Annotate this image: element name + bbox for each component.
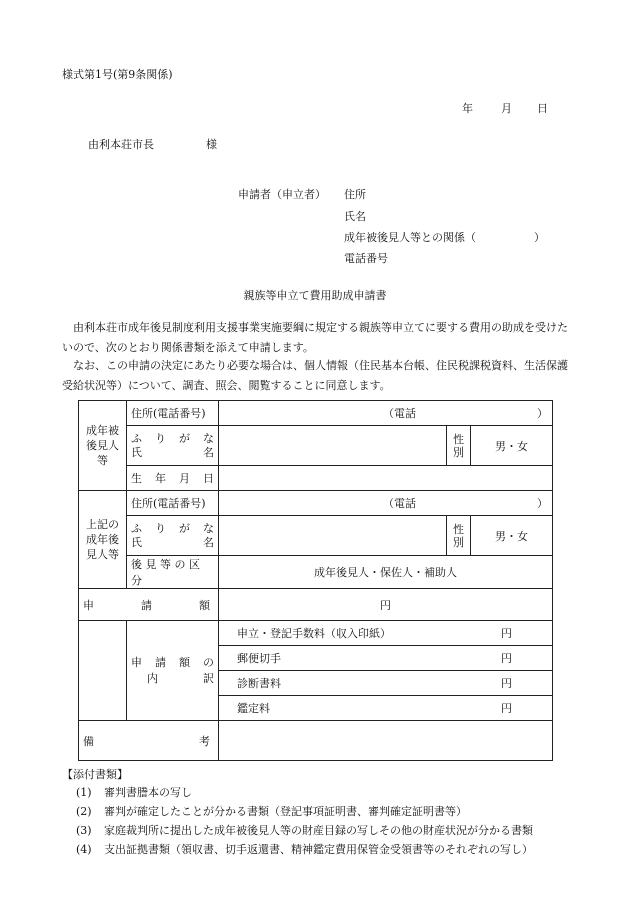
ward-phone-open: （電話 [383, 407, 416, 420]
ward-address-field[interactable] [219, 401, 553, 426]
breakdown-spacer [79, 621, 127, 721]
ward-name-field[interactable] [219, 426, 447, 466]
breakdown-item[interactable]: 診断書料 円 [219, 671, 553, 696]
guardian-sex-label: 性 別 [447, 516, 471, 556]
form-number: 様式第1号(第9条関係) [62, 68, 173, 81]
ward-sex-label: 性 別 [447, 426, 471, 466]
remarks-label: 備 考 [79, 721, 219, 761]
addressee-name: 由利本荘市長 [88, 138, 154, 151]
guardian-address-label: 住所(電話番号) [127, 491, 219, 516]
application-table [78, 400, 553, 761]
ward-birthdate-label: 生 年 月 日 [127, 466, 219, 491]
breakdown-item[interactable]: 郵便切手 円 [219, 646, 553, 671]
attachment-item: (2) 審判が確定したことが分かる書類（登記事項証明書、審判確定証明書等） [76, 805, 467, 818]
amount-label: 申 請 額 [79, 589, 219, 621]
ward-birthdate-field[interactable] [219, 466, 553, 491]
body-paragraph-1: 由利本荘市成年後見制度利用支援事業実施要綱に規定する親族等申立てに要する費用の助成を受けたいので、次のとおり関係書類を添えて申請します。 [62, 321, 568, 354]
applicant-phone-label: 電話番号 [344, 252, 388, 265]
applicant-name-label: 氏名 [344, 210, 366, 223]
applicant-relation-close: ） [534, 231, 545, 244]
document-title: 親族等申立て費用助成申請書 [243, 289, 387, 302]
guardian-type-label: 後 見 等 の 区 分 [127, 556, 219, 589]
ward-name-label: ふ り が な 氏 名 [127, 426, 219, 466]
applicant-heading: 申請者（申立者） [238, 188, 326, 201]
addressee-honorific: 様 [206, 138, 217, 151]
remarks-field[interactable] [219, 721, 553, 761]
breakdown-label: 申 請 額 の 内 訳 [127, 621, 219, 721]
attachments-heading: 【添付書類】 [62, 768, 128, 781]
guardian-name-label: ふ り が な 氏 名 [127, 516, 219, 556]
applicant-address-label: 住所 [344, 188, 366, 201]
guardian-address-field[interactable] [219, 491, 553, 516]
ward-phone-close: ） [537, 407, 548, 420]
guardian-type-options[interactable]: 成年後見人・保佐人・補助人 [219, 556, 553, 589]
date-day: 日 [537, 102, 548, 115]
attachment-item: (1) 審判書謄本の写し [76, 786, 192, 799]
addressee [88, 136, 217, 152]
guardian-phone-open: （電話 [383, 497, 416, 510]
attachment-item: (3) 家庭裁判所に提出した成年被後見人等の財産目録の写しその他の財産状況が分かる書類 [76, 824, 533, 837]
guardian-phone-close: ） [537, 497, 548, 510]
date-month: 月 [501, 102, 512, 115]
amount-field[interactable]: 円 [219, 589, 553, 621]
body-paragraph-2: なお、この申請の決定にあたり必要な場合は、個人情報（住民基本台帳、住民税課税資料、生活保護受給状況等）について、調査、照会、閲覧することに同意します。 [62, 359, 568, 392]
applicant-relation-label: 成年被後見人等との関係（ [344, 231, 476, 244]
ward-sex-options[interactable]: 男・女 [471, 426, 553, 466]
breakdown-item[interactable]: 申立・登記手数料（収入印紙） 円 [219, 621, 553, 646]
guardian-name-field[interactable] [219, 516, 447, 556]
guardian-sex-options[interactable]: 男・女 [471, 516, 553, 556]
applicant-relation-line [344, 229, 545, 245]
breakdown-item[interactable]: 鑑定料 円 [219, 696, 553, 721]
guardian-section-label: 上記の 成年後 見人等 [79, 491, 127, 589]
ward-section-label: 成年被 後見人 等 [79, 401, 127, 491]
ward-address-label: 住所(電話番号) [127, 401, 219, 426]
date-year: 年 [462, 102, 473, 115]
attachment-item: (4) 支出証拠書類（領収書、切手返還書、精神鑑定費用保管金受領書等のそれぞれの写し） [76, 843, 533, 856]
